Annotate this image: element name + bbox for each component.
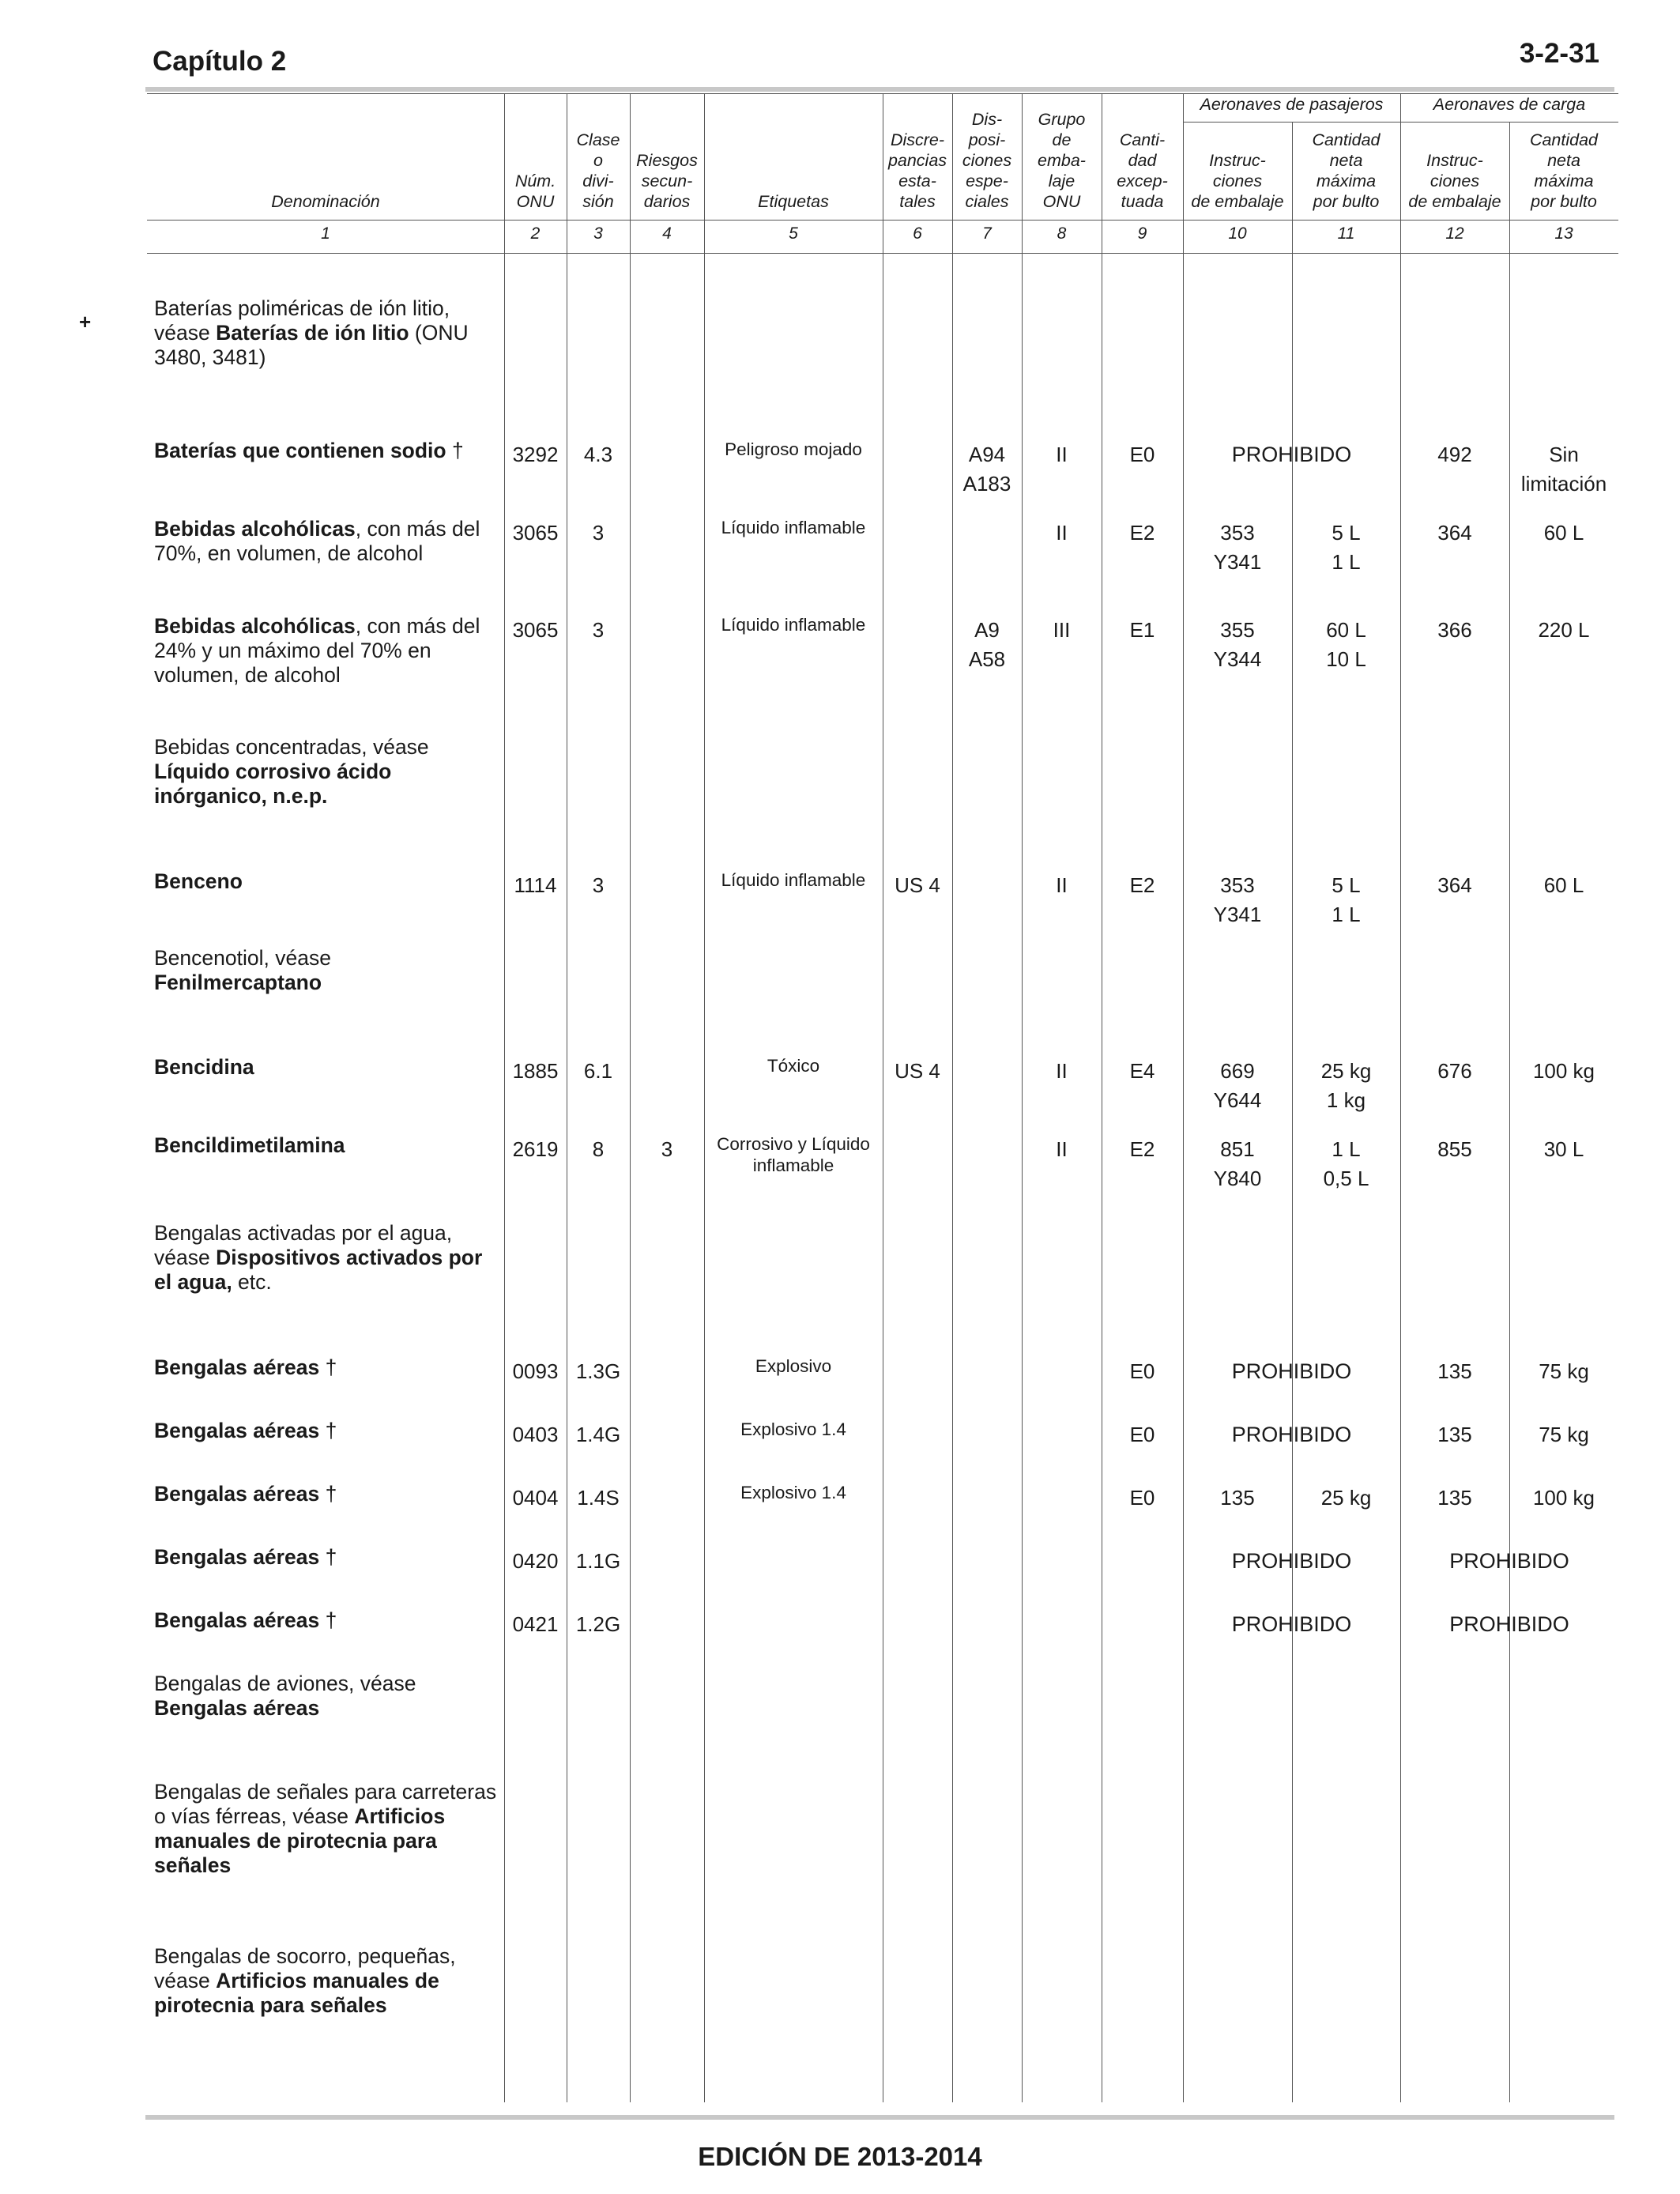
table-row	[0, 1608, 1680, 1636]
cargo-packing-instruction: 135	[1437, 1359, 1472, 1383]
denomination-bold-text: Líquido corrosivo ácido inórganico, n.e.p.	[154, 760, 392, 808]
passenger-prohibited: PROHIBIDO	[1231, 443, 1352, 466]
column-header-11: Cantidad neta máxima por bulto	[1312, 130, 1381, 211]
passenger-max-net-quantity: 25 kg	[1320, 1486, 1372, 1510]
hazard-label: Líquido inflamable	[721, 615, 866, 635]
table-row	[0, 869, 1680, 926]
row-denomination	[154, 1545, 502, 1570]
class-division: 1.3G	[575, 1359, 621, 1383]
column-divider	[504, 93, 505, 2102]
un-number: 0420	[512, 1549, 559, 1573]
class-division: 4.3	[583, 443, 613, 466]
cargo-packing-instruction: 364	[1437, 873, 1472, 897]
passenger-max-net-quantity: 25 kg 1 kg	[1320, 1059, 1372, 1112]
row-denomination	[154, 1419, 502, 1443]
excepted-quantity: E2	[1129, 1137, 1155, 1161]
denomination-text: †	[446, 439, 464, 462]
table-row	[0, 1545, 1680, 1573]
column-header-2: Núm. ONU	[514, 172, 556, 211]
special-provisions: A9 A58	[968, 618, 1006, 671]
denomination-bold-text: Benceno	[154, 869, 243, 893]
table-row	[0, 1221, 1680, 1294]
denomination-text: †	[319, 1482, 337, 1506]
denomination-bold-text: Bengalas aéreas	[154, 1545, 320, 1569]
column-number-10: 10	[1228, 224, 1247, 243]
passenger-packing-instruction: 355 Y344	[1213, 618, 1262, 671]
cargo-max-net-quantity: Sin limitación	[1520, 443, 1607, 496]
un-number: 3065	[512, 618, 559, 642]
denomination-text: Bengalas de aviones, véase	[154, 1672, 416, 1695]
column-number-3: 3	[593, 224, 603, 243]
cargo-prohibited: PROHIBIDO	[1449, 1612, 1569, 1636]
un-number: 0093	[512, 1359, 559, 1383]
excepted-quantity: E0	[1129, 1359, 1155, 1383]
state-variation: US 4	[895, 1059, 940, 1083]
packing-group: II	[1056, 1137, 1068, 1161]
table-row	[0, 1944, 1680, 2017]
hazard-label: Líquido inflamable	[721, 518, 866, 537]
denomination-text: †	[319, 1608, 337, 1632]
class-division: 3	[592, 873, 605, 897]
class-division: 1.2G	[575, 1612, 621, 1636]
cargo-max-net-quantity: 100 kg	[1532, 1059, 1595, 1083]
row-denomination	[154, 439, 502, 463]
row-denomination	[154, 1672, 502, 1721]
table-row	[0, 735, 1680, 808]
denomination-bold-text: Bengalas aéreas	[154, 1419, 320, 1442]
state-variation: US 4	[895, 873, 940, 897]
class-division: 1.1G	[575, 1549, 621, 1573]
row-denomination	[154, 946, 502, 995]
cargo-packing-instruction: 135	[1437, 1486, 1472, 1510]
column-header-8: Grupo de emba- laje ONU	[1038, 110, 1086, 211]
denomination-text: , con más del 70%, en volumen, de alcohol	[154, 517, 480, 565]
packing-group: II	[1056, 443, 1068, 466]
passenger-packing-instruction: 353 Y341	[1213, 873, 1262, 926]
column-number-13: 13	[1554, 224, 1573, 243]
subsidiary-risk: 3	[661, 1137, 673, 1161]
denomination-bold-text: Bengalas aéreas	[154, 1696, 320, 1720]
denomination-bold-text: Dispositivos activados por el agua,	[154, 1246, 483, 1294]
table-row	[0, 296, 1680, 369]
row-denomination	[154, 614, 502, 688]
passenger-packing-instruction: 135	[1220, 1486, 1255, 1510]
un-number: 0404	[512, 1486, 559, 1510]
column-header-1: Denominación	[271, 192, 380, 211]
table-row	[0, 439, 1680, 496]
column-header-10: Instruc- ciones de embalaje	[1191, 151, 1284, 211]
page-number: 3-2-31	[1519, 38, 1599, 69]
column-header-13: Cantidad neta máxima por bulto	[1529, 130, 1599, 211]
hazard-label: Corrosivo y Líquido inflamable	[717, 1134, 870, 1175]
footer-rule	[145, 2115, 1614, 2120]
row-denomination	[154, 735, 502, 809]
excepted-quantity: E2	[1129, 521, 1155, 545]
denomination-bold-text: Bencildimetilamina	[154, 1133, 345, 1157]
cargo-packing-instruction: 135	[1437, 1423, 1472, 1446]
table-row	[0, 1133, 1680, 1190]
row-denomination	[154, 869, 502, 894]
denomination-text: etc.	[232, 1270, 272, 1294]
denomination-bold-text: Bengalas aéreas	[154, 1355, 320, 1379]
class-division: 6.1	[583, 1059, 613, 1083]
table-row	[0, 614, 1680, 687]
table-row	[0, 1055, 1680, 1112]
excepted-quantity: E1	[1129, 618, 1155, 642]
column-divider	[1400, 93, 1401, 2102]
denomination-text: †	[319, 1419, 337, 1442]
hazard-label: Explosivo 1.4	[740, 1419, 846, 1439]
packing-group: III	[1053, 618, 1071, 642]
cargo-max-net-quantity: 60 L	[1543, 873, 1584, 897]
table-row	[0, 1482, 1680, 1510]
un-number: 0403	[512, 1423, 559, 1446]
denomination-bold-text: Bengalas aéreas	[154, 1482, 320, 1506]
column-header-6: Discre- pancias esta- tales	[887, 130, 947, 211]
excepted-quantity: E2	[1129, 873, 1155, 897]
passenger-packing-instruction: 353 Y341	[1213, 521, 1262, 574]
denomination-bold-text: Bebidas alcohólicas	[154, 517, 356, 541]
chapter-title: Capítulo 2	[153, 46, 287, 77]
column-header-3: Clase o divi- sión	[576, 130, 620, 211]
denomination-text: (ONU 3480, 3481)	[154, 321, 469, 369]
passenger-packing-instruction: 851 Y840	[1213, 1137, 1262, 1190]
column-divider	[1022, 93, 1023, 2102]
hazard-label: Explosivo	[755, 1356, 832, 1376]
packing-group: II	[1056, 521, 1068, 545]
passenger-max-net-quantity: 60 L 10 L	[1326, 618, 1366, 671]
group-header-passenger: Aeronaves de pasajeros	[1200, 95, 1384, 114]
cargo-packing-instruction: 364	[1437, 521, 1472, 545]
row-denomination	[154, 1482, 502, 1506]
un-number: 0421	[512, 1612, 559, 1636]
class-division: 8	[592, 1137, 605, 1161]
excepted-quantity: E4	[1129, 1059, 1155, 1083]
cargo-packing-instruction: 855	[1437, 1137, 1472, 1161]
passenger-packing-instruction: 669 Y644	[1213, 1059, 1262, 1112]
column-number-6: 6	[913, 224, 922, 243]
table-row	[0, 1780, 1680, 1877]
un-number: 3065	[512, 521, 559, 545]
denomination-text: Bebidas concentradas, véase	[154, 735, 429, 759]
change-marker: +	[79, 310, 92, 334]
denomination-text: Baterías poliméricas de ión litio, véase	[154, 296, 450, 345]
group-header-cargo: Aeronaves de carga	[1433, 95, 1586, 114]
denomination-bold-text: Baterías de ión litio	[216, 321, 409, 345]
edition-footer: EDICIÓN DE 2013-2014	[698, 2142, 982, 2171]
denomination-text: , con más del 24% y un máximo del 70% en volumen, de alcohol	[154, 614, 480, 687]
class-division: 3	[592, 618, 605, 642]
column-divider	[630, 93, 631, 2102]
row-denomination	[154, 1055, 502, 1080]
denomination-bold-text: Bengalas aéreas	[154, 1608, 320, 1632]
row-denomination	[154, 1608, 502, 1633]
packing-group: II	[1056, 1059, 1068, 1083]
cargo-packing-instruction: 366	[1437, 618, 1472, 642]
excepted-quantity: E0	[1129, 1423, 1155, 1446]
class-division: 1.4S	[577, 1486, 620, 1510]
un-number: 1114	[514, 873, 557, 897]
column-number-9: 9	[1137, 224, 1147, 243]
denomination-bold-text: Bencidina	[154, 1055, 254, 1079]
column-divider	[952, 93, 953, 2102]
column-header-7: Dis- posi- ciones espe- ciales	[962, 110, 1012, 211]
passenger-max-net-quantity: 5 L 1 L	[1332, 521, 1361, 574]
passenger-max-net-quantity: 5 L 1 L	[1332, 873, 1361, 926]
column-header-9: Canti- dad excep- tuada	[1117, 130, 1168, 211]
header-rule	[145, 87, 1614, 92]
denomination-bold-text: Fenilmercaptano	[154, 971, 322, 994]
table-row	[0, 1672, 1680, 1720]
column-number-1: 1	[321, 224, 330, 243]
column-header-4: Riesgos secun- darios	[636, 151, 698, 211]
denomination-bold-text: Bebidas alcohólicas	[154, 614, 356, 638]
hazard-label: Tóxico	[767, 1056, 820, 1076]
table-row	[0, 1355, 1680, 1383]
denomination-text: †	[319, 1355, 337, 1379]
cargo-max-net-quantity: 30 L	[1543, 1137, 1584, 1161]
packing-group: II	[1056, 873, 1068, 897]
denomination-text: †	[319, 1545, 337, 1569]
hazard-label: Explosivo 1.4	[740, 1483, 846, 1502]
denomination-bold-text: Baterías que contienen sodio	[154, 439, 446, 462]
column-divider	[1509, 122, 1510, 2102]
table-row	[0, 517, 1680, 574]
table-row	[0, 946, 1680, 994]
denomination-bold-text: Artificios manuales de pirotecnia para señales	[154, 1804, 446, 1877]
column-number-5: 5	[789, 224, 798, 243]
column-number-7: 7	[982, 224, 992, 243]
column-number-8: 8	[1057, 224, 1067, 243]
denomination-bold-text: Artificios manuales de pirotecnia para señales	[154, 1969, 439, 2017]
cargo-max-net-quantity: 75 kg	[1539, 1423, 1589, 1446]
denomination-text: Bengalas activadas por el agua, véase	[154, 1221, 453, 1269]
column-number-2: 2	[530, 224, 541, 243]
passenger-prohibited: PROHIBIDO	[1231, 1549, 1352, 1573]
passenger-prohibited: PROHIBIDO	[1231, 1359, 1352, 1383]
column-number-11: 11	[1337, 224, 1355, 243]
passenger-prohibited: PROHIBIDO	[1231, 1423, 1352, 1446]
column-number-12: 12	[1445, 224, 1464, 243]
un-number: 3292	[512, 443, 559, 466]
column-header-12: Instruc- ciones de embalaje	[1408, 151, 1501, 211]
cargo-prohibited: PROHIBIDO	[1449, 1549, 1569, 1573]
column-header-5: Etiquetas	[758, 192, 829, 211]
cargo-max-net-quantity: 220 L	[1538, 618, 1590, 642]
row-denomination	[154, 517, 502, 566]
denomination-text: Bengalas de señales para carreteras o vías férreas, véase	[154, 1780, 497, 1828]
class-division: 1.4G	[575, 1423, 621, 1446]
passenger-max-net-quantity: 1 L 0,5 L	[1323, 1137, 1369, 1190]
row-denomination	[154, 1221, 502, 1295]
excepted-quantity: E0	[1129, 1486, 1155, 1510]
cargo-max-net-quantity: 60 L	[1543, 521, 1584, 545]
table-row	[0, 1419, 1680, 1446]
row-denomination	[154, 1355, 502, 1380]
passenger-prohibited: PROHIBIDO	[1231, 1612, 1352, 1636]
un-number: 2619	[512, 1137, 559, 1161]
hazard-label: Peligroso mojado	[725, 439, 862, 459]
cargo-max-net-quantity: 100 kg	[1532, 1486, 1595, 1510]
hazard-label: Líquido inflamable	[721, 870, 866, 890]
row-denomination	[154, 296, 502, 370]
cargo-packing-instruction: 492	[1437, 443, 1472, 466]
un-number: 1885	[512, 1059, 559, 1083]
cargo-max-net-quantity: 75 kg	[1539, 1359, 1589, 1383]
row-denomination	[154, 1780, 502, 1878]
special-provisions: A94 A183	[962, 443, 1011, 496]
class-division: 3	[592, 521, 605, 545]
row-denomination	[154, 1944, 502, 2018]
column-divider	[704, 93, 705, 2102]
cargo-packing-instruction: 676	[1437, 1059, 1472, 1083]
denomination-text: Bencenotiol, véase	[154, 946, 331, 970]
column-number-4: 4	[662, 224, 672, 243]
denomination-text: Bengalas de socorro, pequeñas, véase	[154, 1944, 456, 1992]
row-denomination	[154, 1133, 502, 1158]
excepted-quantity: E0	[1129, 443, 1155, 466]
